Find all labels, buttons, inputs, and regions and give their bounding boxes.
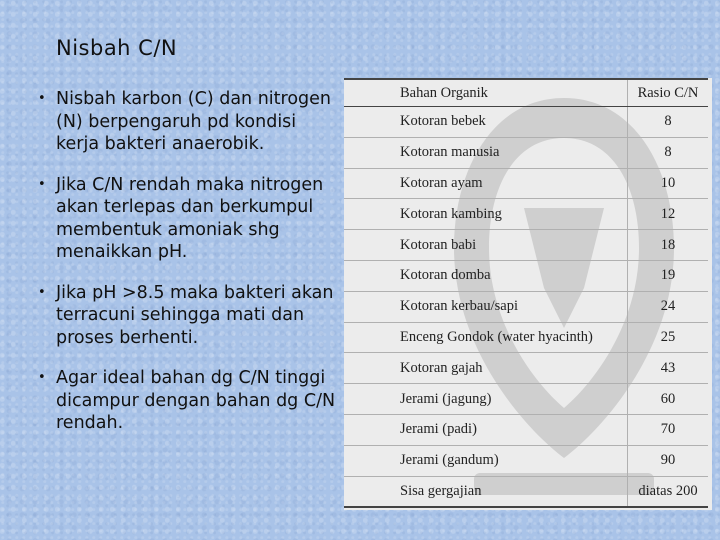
table-header-row [344, 79, 708, 107]
table-row [344, 260, 708, 291]
material-cell: Sisa gergajian [344, 476, 628, 507]
cn-ratio-table [344, 78, 708, 508]
table-row [344, 199, 708, 230]
bullet-text: Nisbah karbon (C) dan nitrogen (N) berpengaruh pd kondisi kerja bakteri anaerobik. [56, 89, 331, 154]
bullet-item [34, 367, 344, 435]
ratio-cell: diatas 200 [628, 476, 709, 507]
material-cell: Kotoran babi [344, 230, 628, 261]
bullet-text: Jika pH >8.5 maka bakteri akan terracuni sehingga mati dan proses berhenti. [56, 282, 334, 348]
table-row [344, 414, 708, 445]
material-cell: Kotoran kambing [344, 199, 628, 230]
bullet-dot-icon: • [38, 284, 46, 300]
ratio-cell: 12 [628, 199, 709, 230]
ratio-cell: 43 [628, 353, 709, 384]
bullet-dot-icon: • [38, 91, 46, 106]
column-header-ratio: Rasio C/N [628, 79, 709, 107]
ratio-cell: 10 [628, 168, 709, 199]
bullet-list [34, 88, 344, 453]
ratio-cell: 24 [628, 291, 709, 322]
table-row [344, 384, 708, 415]
bullet-dot-icon: • [38, 176, 46, 192]
bullet-text: Jika C/N rendah maka nitrogen akan terlepas dan berkumpul membentuk amoniak shg menaikkan pH. [56, 174, 324, 262]
bullet-dot-icon: • [38, 370, 46, 385]
table-row [344, 168, 708, 199]
column-header-material: Bahan Organik [344, 79, 628, 107]
ratio-cell: 70 [628, 414, 709, 445]
table-row [344, 230, 708, 261]
table-row [344, 476, 708, 507]
cn-ratio-table-image [344, 78, 712, 510]
ratio-cell: 90 [628, 445, 709, 476]
ratio-cell: 19 [628, 260, 709, 291]
table-row [344, 107, 708, 138]
ratio-cell: 18 [628, 230, 709, 261]
material-cell: Kotoran gajah [344, 353, 628, 384]
bullet-item [34, 88, 344, 156]
material-cell: Jerami (jagung) [344, 384, 628, 415]
ratio-cell: 8 [628, 107, 709, 138]
table-row [344, 137, 708, 168]
table-row [344, 445, 708, 476]
material-cell: Enceng Gondok (water hyacinth) [344, 322, 628, 353]
material-cell: Kotoran manusia [344, 137, 628, 168]
ratio-cell: 60 [628, 384, 709, 415]
bullet-item [34, 174, 344, 264]
table-row [344, 353, 708, 384]
material-cell: Kotoran kerbau/sapi [344, 291, 628, 322]
material-cell: Kotoran ayam [344, 168, 628, 199]
ratio-cell: 8 [628, 137, 709, 168]
ratio-cell: 25 [628, 322, 709, 353]
bullet-item [34, 282, 344, 350]
bullet-text: Agar ideal bahan dg C/N tinggi dicampur dengan bahan dg C/N rendah. [56, 368, 336, 433]
material-cell: Kotoran bebek [344, 107, 628, 138]
slide-title: Nisbah C/N [56, 36, 178, 60]
material-cell: Jerami (padi) [344, 414, 628, 445]
table-row [344, 322, 708, 353]
material-cell: Kotoran domba [344, 260, 628, 291]
table-row [344, 291, 708, 322]
material-cell: Jerami (gandum) [344, 445, 628, 476]
